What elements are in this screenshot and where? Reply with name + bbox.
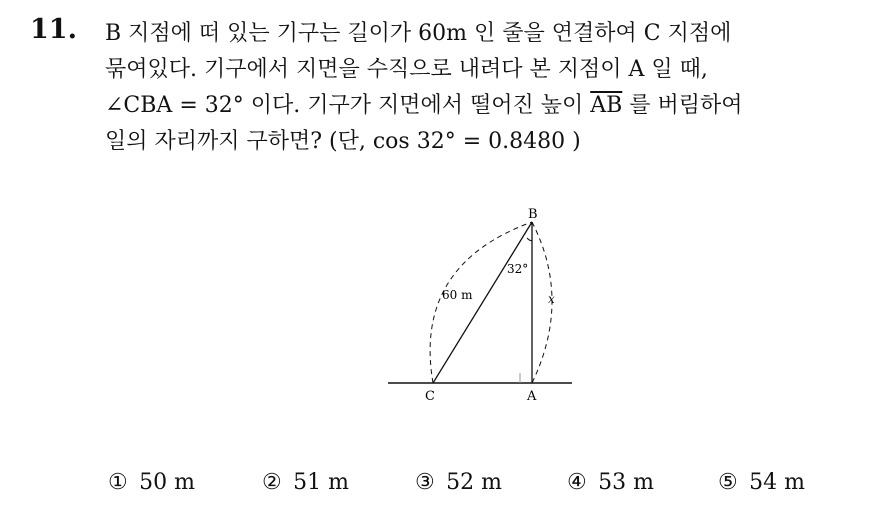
- question-line-2: [105, 52, 865, 88]
- angle-arc: [527, 238, 532, 241]
- label-angle: 32°: [507, 262, 529, 276]
- choice-text: 50 m: [139, 470, 195, 495]
- label-rope-length: 60 m: [442, 288, 473, 302]
- label-a: A: [527, 389, 537, 404]
- question-line-1: [105, 16, 865, 52]
- choice-5[interactable]: [718, 470, 805, 495]
- question-text-segment: 묶여있다. 기구에서 지면을 수직으로 내려다 본 지점이 A 일 때,: [105, 57, 708, 82]
- choice-text: 51 m: [293, 470, 349, 495]
- choice-4[interactable]: [567, 470, 654, 495]
- label-b: B: [528, 207, 538, 222]
- label-height-x: x: [548, 292, 555, 306]
- segment-ab-overline: $\overline{AB}$: [590, 93, 623, 118]
- question-text-segment: 일의 자리까지 구하면? (단, cos 32° = 0.8480 ): [105, 129, 581, 154]
- question-number: 11.: [30, 14, 77, 45]
- question-text-segment: 를 버림하여: [622, 93, 743, 118]
- choice-marker: ③: [415, 470, 435, 495]
- choice-marker: ⑤: [718, 470, 738, 495]
- choice-3[interactable]: [415, 470, 502, 495]
- question-line-4: [105, 124, 865, 160]
- choice-marker: ②: [262, 470, 282, 495]
- question-text: [105, 16, 865, 160]
- choice-text: 53 m: [598, 470, 654, 495]
- balloon-diagram: [380, 195, 580, 410]
- choice-1[interactable]: [108, 470, 195, 495]
- rope-line-cb: [433, 222, 532, 383]
- choice-text: 54 m: [749, 470, 805, 495]
- choice-text: 52 m: [446, 470, 502, 495]
- choice-marker: ①: [108, 470, 128, 495]
- question-text-segment: B 지점에 떠 있는 기구는 길이가 60m 인 줄을 연결하여 C 지점에: [105, 21, 732, 46]
- choice-2[interactable]: [262, 470, 349, 495]
- label-c: C: [425, 389, 435, 404]
- answer-choices: [0, 470, 884, 510]
- question-text-segment: ∠CBA = 32° 이다. 기구가 지면에서 떨어진 높이: [105, 93, 591, 118]
- choice-marker: ④: [567, 470, 587, 495]
- question-line-3: [105, 88, 865, 124]
